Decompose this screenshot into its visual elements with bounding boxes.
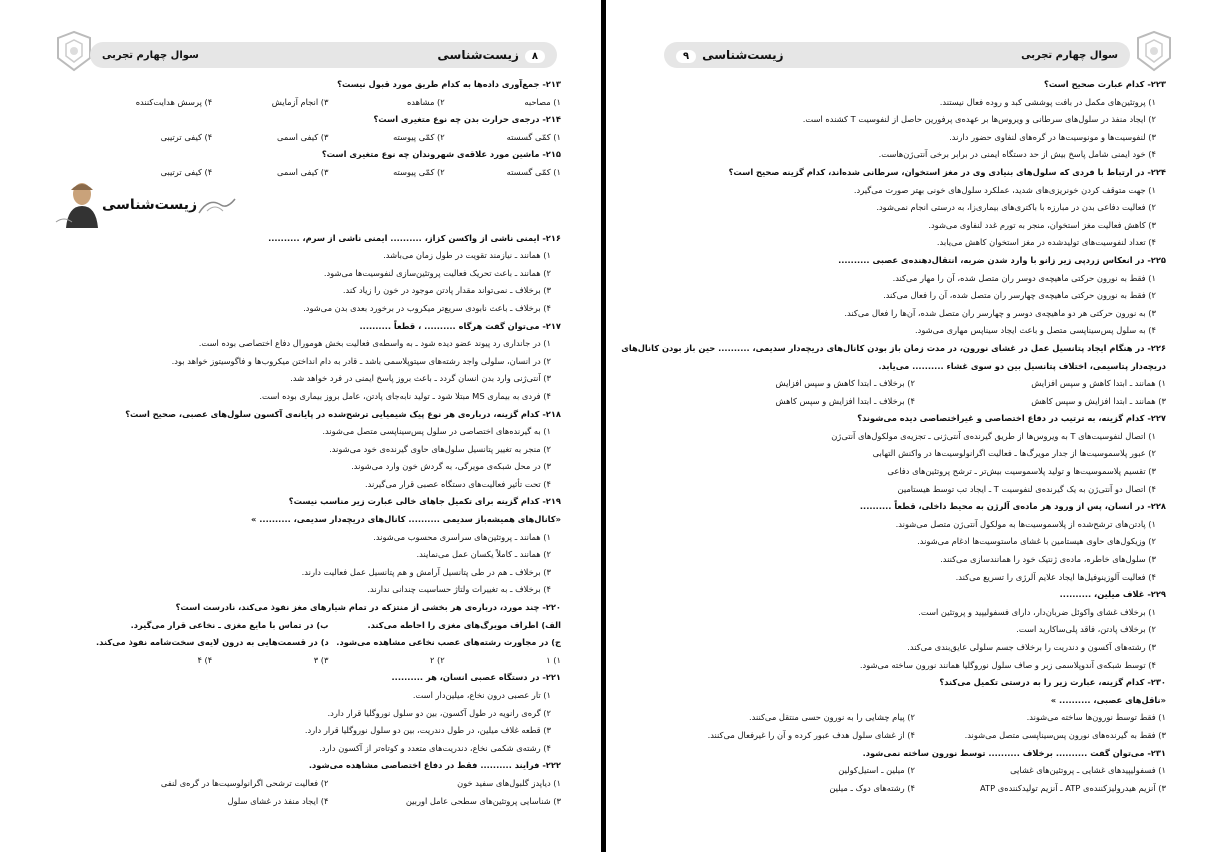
question-230-options <box>664 709 1166 727</box>
question-230-quote: «ناقل‌های عصبی، .......... » <box>1050 694 1166 705</box>
option[interactable]: ۳) ۳ <box>313 654 329 665</box>
question-223: ۲۲۳- کدام عبارت صحیح است؟ <box>1044 79 1166 89</box>
section-heading <box>96 182 561 230</box>
question-230-options <box>664 727 1166 745</box>
statement: الف) اطراف مویرگ‌های مغزی را احاطه می‌کند. <box>367 619 561 630</box>
option[interactable]: ۳) فقط به گیرنده‌های نورون پس‌سیناپسی متصل می‌شوند. <box>964 729 1166 740</box>
option[interactable]: ۳) همانند ـ ابتدا افزایش و سپس کاهش <box>1031 395 1166 406</box>
option[interactable]: ۲) فعالیت دفاعی بدن در مبارزه با باکتری‌های بیماری‌زا، به درستی انجام نمی‌شود. <box>876 202 1156 213</box>
option[interactable]: ۲) در انسان، سلولی واجد رشته‌های سیتوپلاسمی باشد ـ قادر به دام انداختن میکروب‌ها و فاگوسیتوز خواهد بود. <box>171 355 551 366</box>
option[interactable]: ۲) همانند ـ کاملاً یکسان عمل می‌نمایند. <box>416 549 551 560</box>
option[interactable]: ۳) برخلاف ـ نمی‌تواند مقدار پادتن موجود در خون را زیاد کند. <box>342 285 551 296</box>
option[interactable]: ۲) برخلاف پادتن، فاقد پلی‌ساکارید است. <box>1016 624 1156 635</box>
header-book-title: سوال چهارم تجربی <box>1021 49 1118 61</box>
option[interactable]: ۴) ۴ <box>197 654 213 665</box>
right-page-content <box>621 76 1166 797</box>
page-left <box>0 0 601 852</box>
question-219-quote: «کانال‌های همیشه‌باز سدیمی .......... کانال‌های دریچه‌دار سدیمی، .......... » <box>251 514 561 525</box>
page-number: ۸ <box>525 50 545 63</box>
question-213-options <box>96 94 561 112</box>
option[interactable]: ۴) کیفی ترتیبی <box>160 166 213 177</box>
question-227: ۲۲۷- کدام گزینه، به ترتیب در دفاع اختصاصی و غیراختصاصی دیده می‌شوند؟ <box>857 413 1166 424</box>
header-subject: زیست‌شناسی <box>437 47 519 62</box>
option[interactable]: ۴) تعداد لنفوسیت‌های تولیدشده در مغز استخوان کاهش می‌یابد. <box>936 237 1156 248</box>
header-subject: زیست‌شناسی <box>702 47 784 62</box>
statement: ب) در تماس با مایع مغزی ـ نخاعی قرار می‌گیرد. <box>130 619 329 630</box>
option[interactable]: ۲) همانند ـ باعث تحریک فعالیت پروتئین‌سازی لنفوسیت‌ها می‌شود. <box>323 267 551 278</box>
option[interactable]: ۱) تار عصبی درون نخاع، میلین‌دار است. <box>412 690 551 700</box>
left-page-content <box>96 76 561 810</box>
option[interactable]: ۳) کیفی اسمی <box>276 131 329 142</box>
question-226-options <box>664 375 1166 393</box>
option[interactable]: ۴) اتصال دو آنتی‌ژن به یک گیرنده‌ی لنفوسیت T ـ ایجاد تب توسط هیستامین <box>897 483 1156 494</box>
option[interactable]: ۴) پرسش هدایت‌کننده <box>135 96 213 107</box>
option[interactable]: ۴) کیفی ترتیبی <box>160 131 213 142</box>
question-226-options <box>664 393 1166 411</box>
option[interactable]: ۳) آنزیم هیدرولیزکننده‌ی ATP ـ آنزیم تولیدکننده‌ی ATP <box>979 782 1166 793</box>
option[interactable]: ۱) در جانداری رد پیوند عضو دیده شود ـ به واسطه‌ی فعالیت بخش هومورال دفاع اختصاصی بوده است. <box>198 338 551 349</box>
option[interactable]: ۳) در محل شبکه‌ی مویرگی، به گردش خون وارد می‌شوند. <box>351 461 551 472</box>
option[interactable]: ۴) فردی به بیماری MS مبتلا شود ـ تولید نابه‌جای پادتن، عامل بروز بیماری بوده است. <box>259 390 551 401</box>
option[interactable]: ۱) فقط توسط نورون‌ها ساخته می‌شوند. <box>1026 712 1166 723</box>
option[interactable]: ۲) کمّی پیوسته <box>393 131 445 142</box>
option[interactable]: ۳) کاهش فعالیت مغز استخوان، منجر به تورم غدد لنفاوی می‌شود. <box>928 219 1156 230</box>
option[interactable]: ۴) فعالیت آلوزینوفیل‌ها ایجاد علایم آلرژی را تسریع می‌کند. <box>955 571 1156 582</box>
option[interactable]: ۱) جهت متوقف کردن خونریزی‌های شدید، عملکرد سلول‌های خونی بهتر صورت می‌گیرد. <box>853 184 1156 195</box>
option[interactable]: ۴) برخلاف ـ به تغییرات ولتاژ حساسیت چندانی ندارند. <box>367 584 551 595</box>
option[interactable]: ۴) برخلاف ـ باعث نابودی سریع‌تر میکروب در برخورد بعدی بدن می‌شود. <box>303 302 551 313</box>
option[interactable]: ۴) تحت تأثیر فعالیت‌های دستگاه عصبی قرار می‌گیرند. <box>365 478 551 489</box>
option[interactable]: ۴) خود ایمنی شامل پاسخ بیش از حد دستگاه ایمنی در برابر برخی آنتی‌ژن‌هاست. <box>878 149 1156 160</box>
option[interactable]: ۲) مشاهده <box>406 96 445 107</box>
question-229: ۲۲۹- غلاف میلین، .......... <box>1059 589 1166 600</box>
option[interactable]: ۱) برخلاف غشای واکوئل ضربان‌دار، دارای فسفولیپید و پروتئین است. <box>918 606 1156 617</box>
question-230: ۲۳۰- کدام گزینه، عبارت زیر را به درستی تکمیل می‌کند؟ <box>939 677 1166 688</box>
option[interactable]: ۱) به گیرنده‌های اختصاصی در سلول پس‌سیناپسی متصل می‌شوند. <box>322 426 551 437</box>
question-220: ۲۲۰- چند مورد، درباره‌ی هر بخشی از منتزکه در تمام شیارهای مغز نفوذ می‌کند، نادرست است؟ <box>175 602 561 613</box>
option[interactable]: ۴) برخلاف ـ ابتدا افزایش و سپس کاهش <box>775 395 915 406</box>
option[interactable]: ۱) فسفولیپیدهای غشایی ـ پروتئین‌های غشایی <box>1010 765 1166 776</box>
option[interactable]: ۳) انجام آزمایش <box>271 96 329 107</box>
question-213: ۲۱۳- جمع‌آوری داده‌ها به کدام طریق مورد قبول نیست؟ <box>337 79 561 89</box>
question-215: ۲۱۵- ماشین مورد علاقه‌ی شهروندان چه نوع متغیری است؟ <box>321 149 561 160</box>
question-226-continued: دریچه‌دار پتاسیمی، اختلاف پتانسیل بین دو سوی غشاء .......... می‌یابد. <box>878 360 1166 371</box>
option[interactable]: ۴) توسط شبکه‌ی آندوپلاسمی زبر و صاف سلول نوروگلیا همانند نورون ساخته می‌شود. <box>859 659 1156 670</box>
section-ornament-icon <box>197 195 237 217</box>
option[interactable]: ۳) برخلاف ـ هم در طی پتانسیل آرامش و هم پتانسیل عمل فعالیت دارند. <box>301 566 551 577</box>
question-217: ۲۱۷- می‌توان گفت هرگاه .......... ، قطعاً .......... <box>359 320 561 331</box>
publisher-logo-icon <box>1132 28 1176 74</box>
statement: ج) در مجاورت رشته‌های عصب نخاعی مشاهده می‌شود. <box>336 637 561 648</box>
option[interactable]: ۴) رشته‌های دوک ـ میلین <box>829 782 915 793</box>
option[interactable]: ۱) مصاحبه <box>524 96 561 107</box>
option[interactable]: ۲) میلین ـ استیل‌کولین <box>838 765 915 776</box>
header-book-title: سوال چهارم تجربی <box>102 49 199 61</box>
option[interactable]: ۲) ۲ <box>429 654 445 665</box>
option[interactable]: ۱) دیاپدز گلبول‌های سفید خون <box>457 777 561 788</box>
question-222: ۲۲۲- فرایند .......... فقط در دفاع اختصاصی مشاهده می‌شود. <box>308 760 561 771</box>
option[interactable]: ۱) همانند ـ ابتدا کاهش و سپس افزایش <box>1031 378 1166 389</box>
option[interactable]: ۴) به سلول پس‌سیناپسی متصل و باعث ایجاد سیناپس مهاری می‌شود. <box>914 325 1156 336</box>
question-220-options <box>96 652 561 670</box>
section-title: زیست‌شناسی <box>102 196 198 213</box>
option[interactable]: ۲) پیام چشایی را به نورون حسی منتقل می‌کنند. <box>748 712 915 723</box>
option[interactable]: ۳) سلول‌های خاطره، ماده‌ی ژنتیک خود را همانندسازی می‌کنند. <box>940 554 1156 565</box>
option[interactable]: ۲) ایجاد منفذ در سلول‌های سرطانی و ویروس‌ها بر عهده‌ی پرفورین حاصل از لنفوسیت T کشنده است. <box>802 114 1156 125</box>
option[interactable]: ۲) گره‌ی رانویه در طول آکسون، بین دو سلول نوروگلیا قرار دارد. <box>327 707 551 718</box>
question-220-items <box>96 617 561 635</box>
question-231-options <box>664 780 1166 798</box>
option[interactable]: ۱) کمّی گسسته <box>506 131 561 142</box>
option[interactable]: ۲) فعالیت ترشحی اگرانولوسیت‌ها در گره‌ی لنفی <box>160 777 329 788</box>
option[interactable]: ۱) پروتئین‌های مکمل در بافت پوششی کبد و روده فعال نیستند. <box>939 96 1156 107</box>
question-224: ۲۲۴- در ارتباط با فردی که سلول‌های بنیادی وی در مغز استخوان، سرطانی شده‌اند، کدام گزینه صحیح است؟ <box>728 166 1166 177</box>
option[interactable]: ۱) همانند ـ نیازمند تقویت در طول زمان می‌باشد. <box>383 250 551 261</box>
option[interactable]: ۴) رشته‌ی شکمی نخاع، دندریت‌های متعدد و کوتاه‌تر از آکسون دارد. <box>319 742 551 753</box>
option[interactable]: ۳) قطعه غلاف میلین، در طول دندریت، بین دو سلول نوروگلیا قرار دارد. <box>304 725 551 736</box>
option[interactable]: ۱) همانند ـ پروتئین‌های سراسری محسوب می‌شوند. <box>373 531 551 542</box>
option[interactable]: ۳) کیفی اسمی <box>276 166 329 177</box>
question-215-options <box>96 164 561 182</box>
question-214: ۲۱۴- درجه‌ی حرارت بدن چه نوع متغیری است؟ <box>373 114 561 125</box>
question-231: ۲۳۱- می‌توان گفت .......... برخلاف .......... توسط نورون ساخته نمی‌شود. <box>862 747 1166 758</box>
question-214-options <box>96 129 561 147</box>
question-222-options <box>96 793 561 811</box>
option[interactable]: ۱) پادتن‌های ترشح‌شده از پلاسموسیت‌ها به مولکول آنتی‌ژن متصل می‌شوند. <box>895 518 1156 529</box>
question-222-options <box>96 775 561 793</box>
option[interactable]: ۲) فقط به نورون حرکتی ماهیچه‌ی چهارسر ران متصل شده، آن را فعال می‌کند. <box>883 290 1156 301</box>
option[interactable]: ۲) برخلاف ـ ابتدا کاهش و سپس افزایش <box>775 378 915 389</box>
page-number: ۹ <box>676 50 696 63</box>
darwin-portrait-icon <box>54 178 110 228</box>
option[interactable]: ۳) آنتی‌ژنی وارد بدن انسان گردد ـ باعث بروز پاسخ ایمنی در فرد خواهد شد. <box>290 373 551 384</box>
option[interactable]: ۳) شناسایی پروتئین‌های سطحی عامل اوربین <box>405 795 561 806</box>
option[interactable]: ۱) ۱ <box>546 654 561 665</box>
option[interactable]: ۳) به نورون حرکتی هر دو ماهیچه‌ی دوسر و چهارسر ران متصل شده، آن‌ها را فعال می‌کند. <box>844 307 1156 318</box>
option[interactable]: ۱) اتصال لنفوسیت‌های T به ویروس‌ها از طریق گیرنده‌ی آنتی‌ژنی ـ تجزیه‌ی مولکول‌های آنتی‌ژن <box>831 430 1156 441</box>
option[interactable]: ۴) از غشای سلول هدف عبور کرده و آن را غیرفعال می‌کنند. <box>707 729 915 740</box>
option[interactable]: ۴) ایجاد منفذ در غشای سلول <box>227 795 329 806</box>
question-220-items <box>96 634 561 652</box>
question-218: ۲۱۸- کدام گزینه، درباره‌ی هر نوع پیک شیمیایی ترشح‌شده در پایانه‌ی آکسون سلول‌های عصبی، صحیح است؟ <box>125 408 561 419</box>
question-226: ۲۲۶- در هنگام ایجاد پتانسیل عمل در غشای نورون، در مدت زمان باز بودن کانال‌های دریچه‌دار سدیمی، .......... حین باز بودن کانال‌های <box>621 342 1166 353</box>
option[interactable]: ۲) وزیکول‌های حاوی هیستامین با غشای ماستوسیت‌ها ادغام می‌شوند. <box>917 536 1156 547</box>
question-221: ۲۲۱- در دستگاه عصبی انسان، هر .......... <box>391 672 561 683</box>
option[interactable]: ۳) لنفوسیت‌ها و مونوسیت‌ها در گره‌های لنفاوی حضور دارند. <box>949 131 1156 142</box>
question-225: ۲۲۵- در انعکاس زردپی زیر زانو با وارد شدن ضربه، انتقال‌دهنده‌ی عصبی .......... <box>838 254 1166 265</box>
page-right <box>606 0 1206 852</box>
page-header <box>664 42 1130 68</box>
option[interactable]: ۱) کمّی گسسته <box>506 166 561 177</box>
page-header <box>90 42 557 68</box>
question-219: ۲۱۹- کدام گزینه برای تکمیل جاهای خالی عبارت زیر مناسب نیست؟ <box>288 496 561 507</box>
option[interactable]: ۲) منجر به تغییر پتانسیل سلول‌های حاوی گیرنده‌ی خود می‌شوند. <box>329 443 551 454</box>
option[interactable]: ۱) فقط به نورون حرکتی ماهیچه‌ی دوسر ران متصل شده، آن را مهار می‌کند. <box>892 272 1156 283</box>
question-231-options <box>664 762 1166 780</box>
option[interactable]: ۳) تقسیم پلاسموسیت‌ها و تولید پلاسموسیت بیش‌تر ـ ترشح پروتئین‌های دفاعی <box>887 466 1156 477</box>
statement: د) در قسمت‌هایی به درون لایه‌ی سخت‌شامه نفوذ می‌کند. <box>96 637 329 648</box>
question-216: ۲۱۶- ایمنی ناشی از واکسن کزاز، .......... ایمنی ناشی از سرم، .......... <box>268 232 561 243</box>
option[interactable]: ۲) کمّی پیوسته <box>393 166 445 177</box>
option[interactable]: ۲) عبور پلاسموسیت‌ها از جدار مویرگ‌ها ـ فعالیت اگرانولوسیت‌ها در واکنش التهابی <box>872 448 1156 459</box>
question-228: ۲۲۸- در انسان، پس از ورود هر ماده‌ی آلرژن به محیط داخلی، قطعاً .......... <box>859 501 1166 512</box>
option[interactable]: ۳) رشته‌های آکسون و دندریت را برخلاف جسم سلولی عایق‌بندی می‌کند. <box>907 642 1156 652</box>
